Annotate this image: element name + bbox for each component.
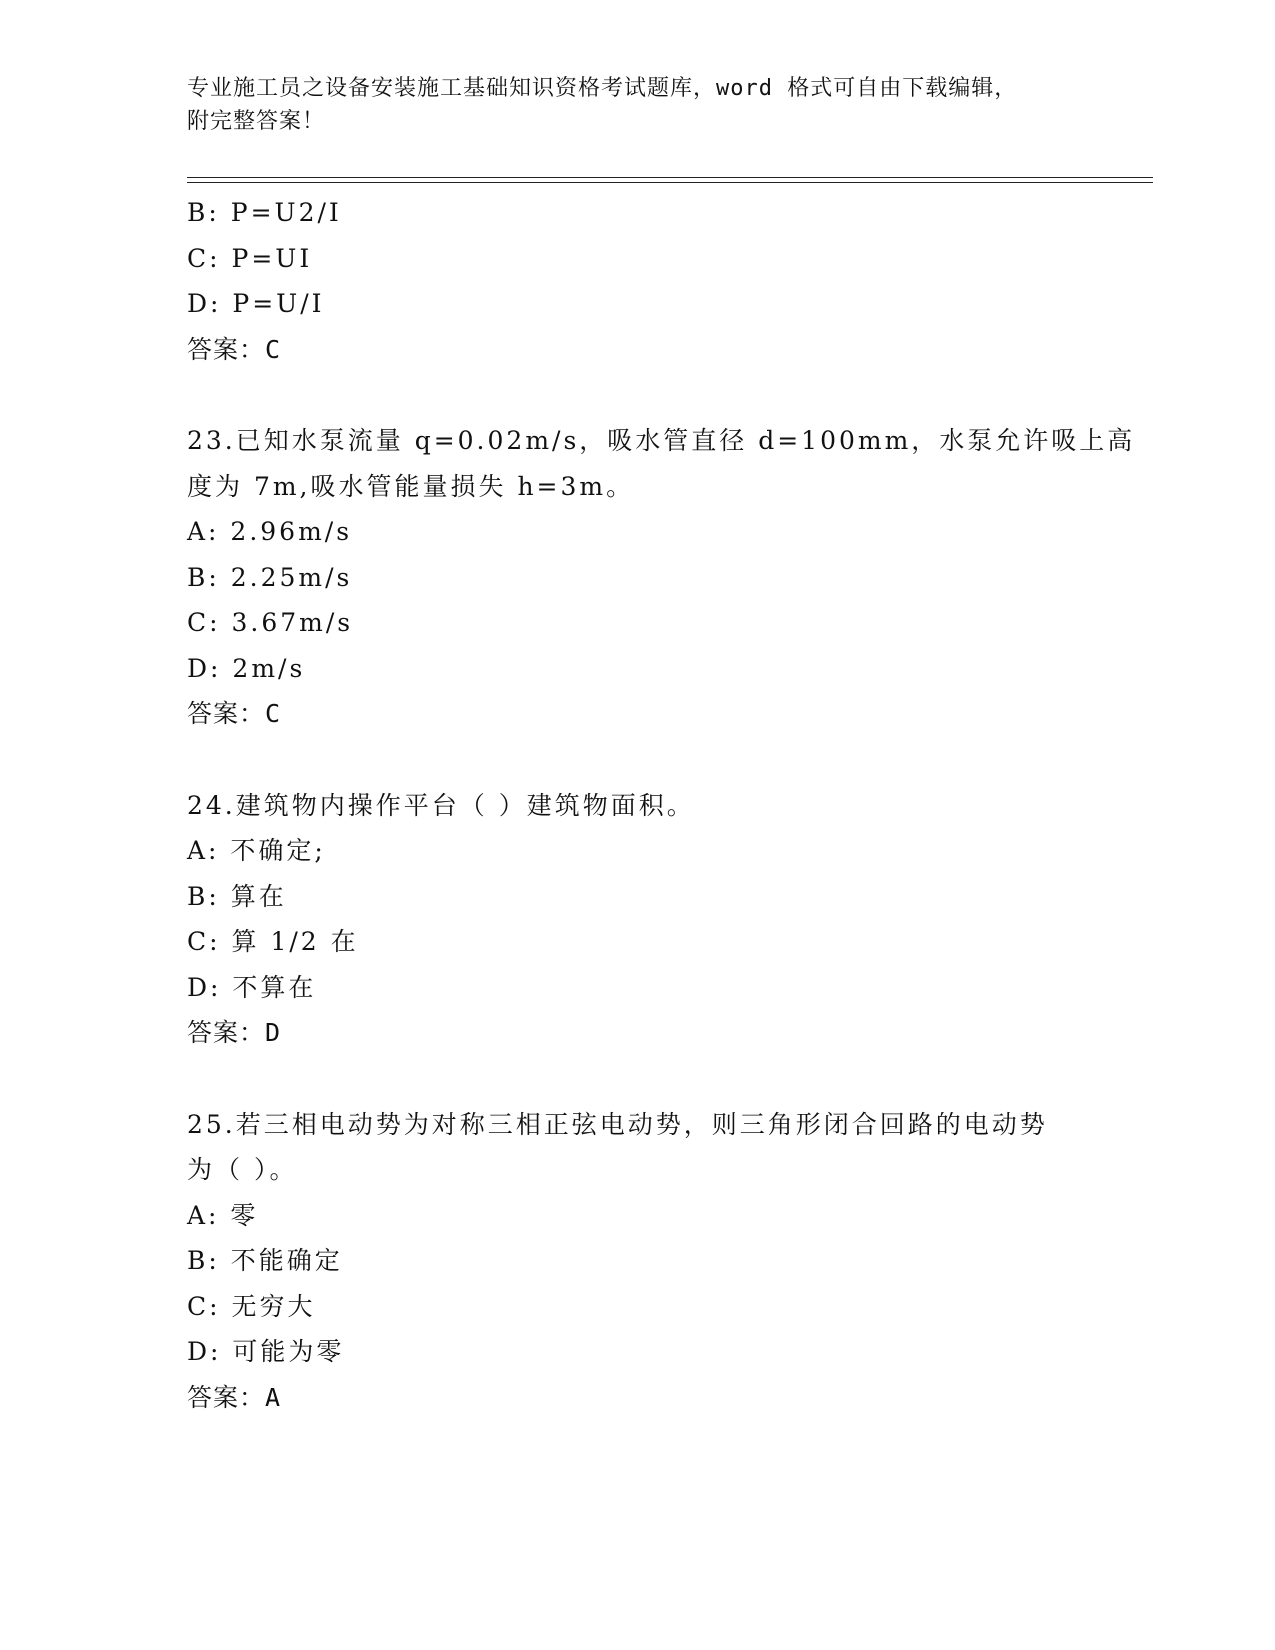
option-d: D: 2m/s bbox=[187, 653, 306, 683]
question-24 bbox=[187, 783, 1087, 1056]
option-b: B: 2.25m/s bbox=[187, 562, 353, 592]
question-stem: 23.已知水泵流量 q=0.02m/s，吸水管直径 d=100mm，水泵允许吸上高 bbox=[187, 426, 1136, 455]
answer-line: 答案：C bbox=[187, 334, 282, 364]
option-d: D: 可能为零 bbox=[187, 1337, 345, 1366]
question-stem: 为（ ）。 bbox=[187, 1155, 298, 1184]
option-a: A: 2.96m/s bbox=[187, 517, 353, 546]
option-c: C: 算 1/2 在 bbox=[187, 927, 359, 956]
option-c: C: 无穷大 bbox=[187, 1291, 316, 1321]
header-line-1: 专业施工员之设备安装施工基础知识资格考试题库，word 格式可自由下载编辑， bbox=[187, 76, 1018, 101]
option-d: D: 不算在 bbox=[187, 972, 317, 1002]
answer-line: 答案：C bbox=[187, 699, 282, 728]
option-b: B: 算在 bbox=[187, 881, 287, 911]
question-spacer bbox=[187, 737, 1087, 783]
question-23 bbox=[187, 418, 1136, 737]
question-22 bbox=[187, 190, 1087, 372]
answer-line: 答案：A bbox=[187, 1382, 282, 1412]
question-spacer bbox=[187, 372, 1087, 418]
answer-line: 答案：D bbox=[187, 1018, 282, 1047]
option-a: A: 零 bbox=[187, 1200, 259, 1230]
option-c: C: 3.67m/s bbox=[187, 608, 354, 637]
option-c: C: P=UI bbox=[187, 243, 313, 273]
question-stem: 度为 7m,吸水管能量损失 h=3m。 bbox=[187, 471, 635, 501]
option-d: D: P=U/I bbox=[187, 289, 325, 318]
header-rule-bottom bbox=[187, 182, 1153, 183]
header-line-2: 附完整答案！ bbox=[187, 109, 326, 134]
option-b: B: P=U2/I bbox=[187, 198, 342, 227]
question-spacer bbox=[187, 1056, 1087, 1102]
page-header bbox=[187, 72, 1067, 138]
question-content bbox=[187, 190, 1136, 1420]
question-25 bbox=[187, 1102, 1087, 1421]
question-stem: 24.建筑物内操作平台（ ）建筑物面积。 bbox=[187, 790, 695, 820]
option-b: B: 不能确定 bbox=[187, 1246, 343, 1275]
question-stem: 25.若三相电动势为对称三相正弦电动势，则三角形闭合回路的电动势 bbox=[187, 1109, 1048, 1139]
option-a: A: 不确定; bbox=[187, 836, 326, 865]
header-rule-top bbox=[187, 177, 1153, 178]
